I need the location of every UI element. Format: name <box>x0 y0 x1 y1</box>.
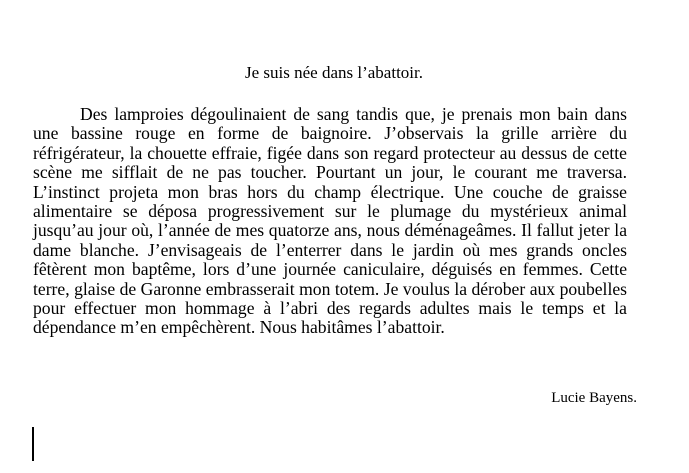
text-cursor[interactable] <box>32 427 34 461</box>
document-title: Je suis née dans l’abattoir. <box>245 63 423 82</box>
author-signature: Lucie Bayens. <box>551 390 637 406</box>
body-paragraph: Des lamproies dégoulinaient de sang tandis que, je prenais mon bain dans une bassine rouge en forme de baignoire. J’observais la grille arrière du réfrigérateur, la chouette effraie, figée dans son regard protecteur au dessus de cette scène me sifflait de ne pas toucher. Pourtant un jour, le courant me traversa. L’instinct projeta mon bras hors du champ électrique. Une couche de graisse alimentaire se déposa progressivement sur le plumage du mystérieux animal jusqu’au jour où, l’année de mes quatorze ans, nous déménageâmes. Il fallut jeter la dame blanche. J’envisageais de l’enterrer dans le jardin où mes grands oncles fêtèrent mon baptême, lors d’une journée caniculaire, déguisés en femmes. Cette terre, glaise de Garonne embrasserait mon totem. Je voulus la dérober aux poubelles pour effectuer mon hommage à l’abri des regards adultes mais le temps et la dépendance m’en empêchèrent. Nous habitâmes l’abattoir. <box>33 104 627 338</box>
